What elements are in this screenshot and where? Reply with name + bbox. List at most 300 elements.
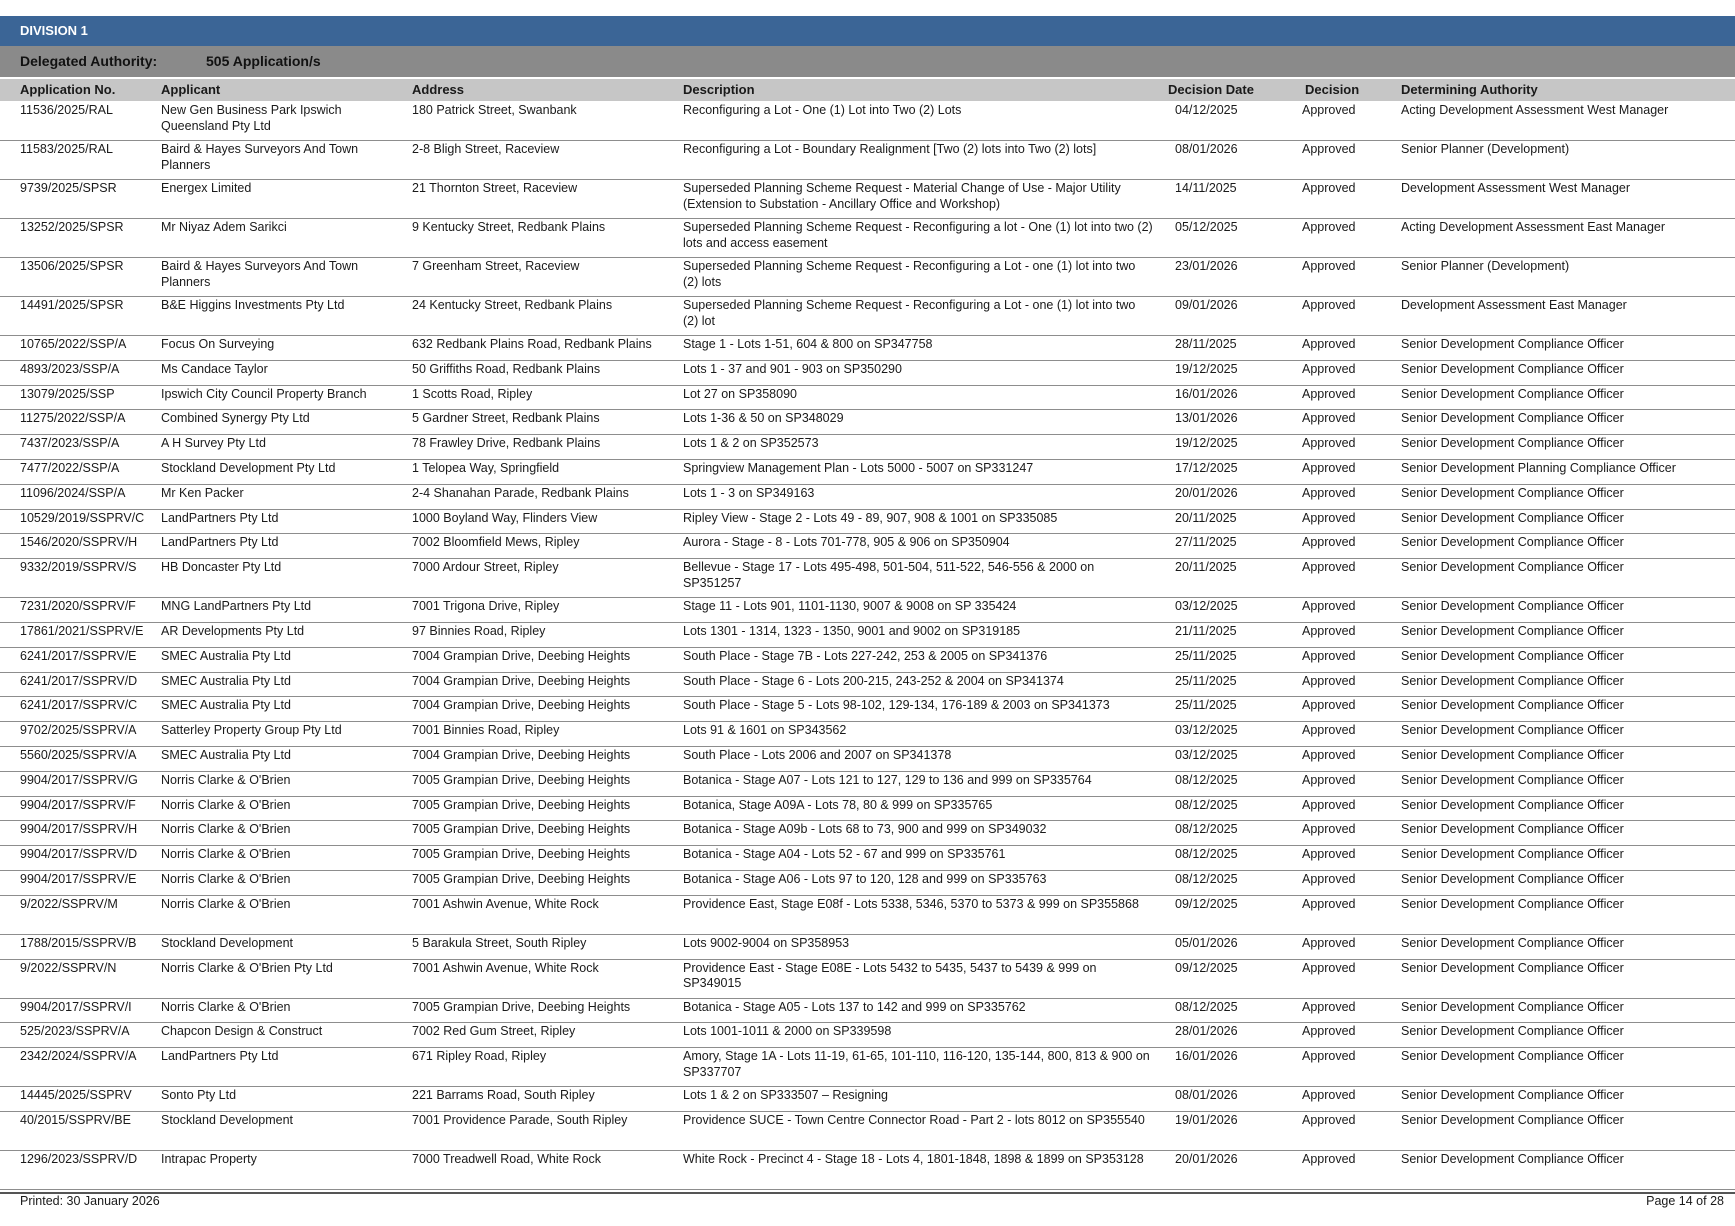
cell-decision: Approved bbox=[1302, 772, 1356, 787]
cell-description: Botanica - Stage A07 - Lots 121 to 127, 129 to 136 and 999 on SP335764 bbox=[683, 772, 1092, 787]
cell-determining-authority: Senior Development Compliance Officer bbox=[1401, 436, 1624, 451]
cell-address: 7001 Ashwin Avenue, White Rock bbox=[412, 896, 599, 911]
cell-applicant: Combined Synergy Pty Ltd bbox=[161, 411, 310, 426]
table-row bbox=[0, 410, 1735, 435]
table-row bbox=[0, 896, 1735, 935]
cell-app-no: 9904/2017/SSPRV/D bbox=[20, 847, 138, 862]
cell-app-no: 14445/2025/SSPRV bbox=[20, 1088, 132, 1103]
cell-applicant: SMEC Australia Pty Ltd bbox=[161, 747, 291, 762]
cell-decision: Approved bbox=[1302, 797, 1356, 812]
cell-determining-authority: Senior Development Compliance Officer bbox=[1401, 623, 1624, 638]
table-row bbox=[0, 460, 1735, 485]
cell-address: 7005 Grampian Drive, Deebing Heights bbox=[412, 999, 631, 1014]
cell-app-no: 10529/2019/SSPRV/C bbox=[20, 510, 145, 525]
cell-description: Bellevue - Stage 17 - Lots 495-498, 501-504, 511-522, 546-556 & 2000 on SP351257 bbox=[683, 560, 1095, 590]
cell-applicant: LandPartners Pty Ltd bbox=[161, 1049, 279, 1064]
cell-address: 1000 Boyland Way, Flinders View bbox=[412, 510, 598, 525]
cell-determining-authority: Senior Planner (Development) bbox=[1401, 142, 1570, 156]
cell-address: 97 Binnies Road, Ripley bbox=[412, 623, 546, 638]
cell-app-no: 9904/2017/SSPRV/H bbox=[20, 822, 138, 837]
column-header-description: Description bbox=[683, 82, 755, 97]
cell-determining-authority: Senior Development Compliance Officer bbox=[1401, 772, 1624, 787]
cell-decision-date: 16/01/2026 bbox=[1175, 386, 1238, 401]
cell-app-no: 11096/2024/SSP/A bbox=[20, 485, 126, 500]
cell-decision: Approved bbox=[1302, 259, 1356, 273]
table-row bbox=[0, 336, 1735, 361]
cell-decision-date: 05/12/2025 bbox=[1175, 220, 1238, 234]
cell-applicant: Mr Niyaz Adem Sarikci bbox=[161, 220, 287, 234]
cell-description: Superseded Planning Scheme Request - Reconfiguring a lot - One (1) lot into two (2) lots and access easement bbox=[683, 220, 1153, 250]
authority-header bbox=[0, 46, 1735, 77]
cell-address: 24 Kentucky Street, Redbank Plains bbox=[412, 298, 613, 312]
cell-applicant: Norris Clarke & O'Brien Pty Ltd bbox=[161, 960, 333, 975]
cell-decision-date: 14/11/2025 bbox=[1175, 181, 1237, 195]
cell-description: Botanica - Stage A05 - Lots 137 to 142 and 999 on SP335762 bbox=[683, 999, 1026, 1014]
cell-decision: Approved bbox=[1302, 673, 1356, 688]
cell-description: Providence East - Stage E08E - Lots 5432 to 5435, 5437 to 5439 & 999 on SP349015 bbox=[683, 960, 1097, 991]
cell-decision-date: 09/01/2026 bbox=[1175, 298, 1238, 312]
cell-decision: Approved bbox=[1302, 460, 1356, 475]
cell-address: 7005 Grampian Drive, Deebing Heights bbox=[412, 797, 631, 812]
cell-description: Lots 1301 - 1314, 1323 - 1350, 9001 and 9002 on SP319185 bbox=[683, 623, 1021, 638]
cell-decision: Approved bbox=[1302, 1024, 1356, 1039]
table-row bbox=[0, 559, 1735, 598]
cell-address: 2-4 Shanahan Parade, Redbank Plains bbox=[412, 485, 629, 500]
cell-app-no: 13506/2025/SPSR bbox=[20, 259, 124, 273]
cell-address: 7001 Binnies Road, Ripley bbox=[412, 723, 560, 738]
cell-app-no: 1296/2023/SSPRV/D bbox=[20, 1151, 138, 1166]
cell-description: Stage 1 - Lots 1-51, 604 & 800 on SP347758 bbox=[683, 337, 933, 351]
cell-determining-authority: Senior Development Compliance Officer bbox=[1401, 411, 1624, 426]
cell-decision-date: 05/01/2026 bbox=[1175, 935, 1238, 950]
cell-app-no: 9/2022/SSPRV/N bbox=[20, 960, 117, 975]
table-row bbox=[0, 1087, 1735, 1112]
cell-applicant: SMEC Australia Pty Ltd bbox=[161, 673, 291, 688]
cell-address: 7005 Grampian Drive, Deebing Heights bbox=[412, 772, 631, 787]
cell-decision: Approved bbox=[1302, 599, 1356, 614]
cell-description: Lots 1-36 & 50 on SP348029 bbox=[683, 411, 844, 426]
column-header-determining-authority: Determining Authority bbox=[1401, 82, 1538, 97]
cell-address: 78 Frawley Drive, Redbank Plains bbox=[412, 436, 601, 451]
cell-description: Botanica - Stage A06 - Lots 97 to 120, 128 and 999 on SP335763 bbox=[683, 871, 1047, 886]
cell-description: Lots 1001-1011 & 2000 on SP339598 bbox=[683, 1024, 892, 1039]
cell-decision-date: 25/11/2025 bbox=[1175, 698, 1237, 713]
authority-label: Delegated Authority: bbox=[20, 53, 158, 69]
cell-decision-date: 20/01/2026 bbox=[1175, 485, 1238, 500]
cell-determining-authority: Senior Development Compliance Officer bbox=[1401, 337, 1624, 351]
table-row bbox=[0, 180, 1735, 219]
cell-decision: Approved bbox=[1302, 181, 1356, 195]
cell-app-no: 9702/2025/SSPRV/A bbox=[20, 723, 137, 738]
table-row bbox=[0, 935, 1735, 960]
cell-app-no: 9904/2017/SSPRV/I bbox=[20, 999, 132, 1014]
cell-applicant: Energex Limited bbox=[161, 181, 252, 195]
applications-table bbox=[0, 102, 1735, 1190]
cell-applicant: Stockland Development bbox=[161, 1112, 294, 1127]
cell-app-no: 4893/2023/SSP/A bbox=[20, 361, 120, 376]
cell-decision: Approved bbox=[1302, 648, 1356, 663]
cell-applicant: Baird & Hayes Surveyors And Town Planners bbox=[161, 259, 359, 289]
cell-description: Botanica - Stage A09b - Lots 68 to 73, 900 and 999 on SP349032 bbox=[683, 822, 1047, 837]
page-number: Page 14 of 28 bbox=[1646, 1194, 1724, 1208]
cell-description: Superseded Planning Scheme Request - Reconfiguring a Lot - one (1) lot into two (2) lot bbox=[683, 298, 1136, 328]
cell-determining-authority: Acting Development Assessment West Manager bbox=[1401, 103, 1669, 117]
cell-address: 50 Griffiths Road, Redbank Plains bbox=[412, 361, 601, 376]
cell-determining-authority: Senior Planner (Development) bbox=[1401, 259, 1570, 273]
cell-decision: Approved bbox=[1302, 298, 1356, 312]
cell-determining-authority: Senior Development Compliance Officer bbox=[1401, 510, 1624, 525]
cell-address: 7005 Grampian Drive, Deebing Heights bbox=[412, 847, 631, 862]
cell-determining-authority: Senior Development Compliance Officer bbox=[1401, 535, 1624, 550]
cell-applicant: Norris Clarke & O'Brien bbox=[161, 871, 291, 886]
cell-decision: Approved bbox=[1302, 361, 1356, 376]
cell-decision: Approved bbox=[1302, 847, 1356, 862]
cell-address: 7004 Grampian Drive, Deebing Heights bbox=[412, 673, 631, 688]
cell-app-no: 1546/2020/SSPRV/H bbox=[20, 535, 138, 550]
table-row bbox=[0, 1023, 1735, 1048]
cell-applicant: HB Doncaster Pty Ltd bbox=[161, 560, 282, 575]
cell-determining-authority: Senior Development Compliance Officer bbox=[1401, 1024, 1624, 1039]
cell-decision: Approved bbox=[1302, 623, 1356, 638]
cell-decision-date: 08/12/2025 bbox=[1175, 871, 1238, 886]
cell-decision: Approved bbox=[1302, 436, 1356, 451]
cell-decision: Approved bbox=[1302, 411, 1356, 426]
cell-determining-authority: Senior Development Compliance Officer bbox=[1401, 999, 1624, 1014]
cell-decision-date: 28/01/2026 bbox=[1175, 1024, 1238, 1039]
table-row bbox=[0, 697, 1735, 722]
cell-decision: Approved bbox=[1302, 1088, 1356, 1103]
cell-app-no: 9904/2017/SSPRV/G bbox=[20, 772, 138, 787]
cell-applicant: Stockland Development Pty Ltd bbox=[161, 460, 336, 475]
cell-applicant: Stockland Development bbox=[161, 935, 294, 950]
cell-determining-authority: Senior Development Compliance Officer bbox=[1401, 747, 1624, 762]
cell-app-no: 9/2022/SSPRV/M bbox=[20, 896, 118, 911]
cell-address: 1 Telopea Way, Springfield bbox=[412, 460, 560, 475]
table-row bbox=[0, 258, 1735, 297]
table-row bbox=[0, 435, 1735, 460]
cell-app-no: 14491/2025/SPSR bbox=[20, 298, 124, 312]
table-row bbox=[0, 673, 1735, 698]
cell-app-no: 10765/2022/SSP/A bbox=[20, 337, 127, 351]
cell-determining-authority: Senior Development Planning Compliance Officer bbox=[1401, 460, 1676, 475]
cell-decision-date: 21/11/2025 bbox=[1175, 623, 1237, 638]
cell-address: 7000 Treadwell Road, White Rock bbox=[412, 1151, 601, 1166]
cell-decision-date: 25/11/2025 bbox=[1175, 648, 1237, 663]
table-row bbox=[0, 747, 1735, 772]
table-row bbox=[0, 361, 1735, 386]
cell-decision-date: 08/12/2025 bbox=[1175, 999, 1238, 1014]
cell-determining-authority: Senior Development Compliance Officer bbox=[1401, 1112, 1624, 1127]
table-row bbox=[0, 871, 1735, 896]
cell-description: Providence East, Stage E08f - Lots 5338, 5346, 5370 to 5373 & 999 on SP355868 bbox=[683, 896, 1139, 911]
cell-app-no: 9739/2025/SPSR bbox=[20, 181, 117, 195]
cell-address: 7005 Grampian Drive, Deebing Heights bbox=[412, 871, 631, 886]
cell-description: Lots 1 - 37 and 901 - 903 on SP350290 bbox=[683, 361, 902, 376]
cell-applicant: Mr Ken Packer bbox=[161, 485, 244, 500]
table-row bbox=[0, 772, 1735, 797]
cell-applicant: Norris Clarke & O'Brien bbox=[161, 999, 291, 1014]
cell-description: Ripley View - Stage 2 - Lots 49 - 89, 907, 908 & 1001 on SP335085 bbox=[683, 510, 1058, 525]
cell-description: South Place - Stage 6 - Lots 200-215, 243-252 & 2004 on SP341374 bbox=[683, 673, 1064, 688]
cell-description: Reconfiguring a Lot - Boundary Realignment [Two (2) lots into Two (2) lots] bbox=[683, 142, 1097, 156]
cell-description: Lots 91 & 1601 on SP343562 bbox=[683, 723, 847, 738]
cell-description: Aurora - Stage - 8 - Lots 701-778, 905 & 906 on SP350904 bbox=[683, 535, 1010, 550]
cell-decision-date: 08/12/2025 bbox=[1175, 772, 1238, 787]
cell-decision-date: 08/01/2026 bbox=[1175, 142, 1238, 156]
cell-applicant: SMEC Australia Pty Ltd bbox=[161, 698, 291, 713]
cell-address: 5 Barakula Street, South Ripley bbox=[412, 935, 587, 950]
cell-decision-date: 20/01/2026 bbox=[1175, 1151, 1238, 1166]
cell-determining-authority: Senior Development Compliance Officer bbox=[1401, 871, 1624, 886]
cell-decision: Approved bbox=[1302, 535, 1356, 550]
cell-description: Lots 9002-9004 on SP358953 bbox=[683, 935, 850, 950]
division-header: DIVISION 1 bbox=[0, 16, 1735, 46]
cell-address: 7004 Grampian Drive, Deebing Heights bbox=[412, 747, 631, 762]
cell-description: White Rock - Precinct 4 - Stage 18 - Lots 4, 1801-1848, 1898 & 1899 on SP353128 bbox=[683, 1151, 1144, 1166]
table-row bbox=[0, 534, 1735, 559]
cell-decision: Approved bbox=[1302, 935, 1356, 950]
cell-determining-authority: Senior Development Compliance Officer bbox=[1401, 797, 1624, 812]
cell-decision: Approved bbox=[1302, 1049, 1356, 1064]
table-header bbox=[0, 79, 1735, 101]
cell-decision: Approved bbox=[1302, 142, 1356, 156]
cell-decision-date: 03/12/2025 bbox=[1175, 723, 1238, 738]
cell-decision-date: 19/12/2025 bbox=[1175, 436, 1238, 451]
cell-decision: Approved bbox=[1302, 747, 1356, 762]
cell-description: Lots 1 - 3 on SP349163 bbox=[683, 485, 815, 500]
cell-app-no: 7477/2022/SSP/A bbox=[20, 460, 120, 475]
cell-decision-date: 27/11/2025 bbox=[1175, 535, 1237, 550]
cell-decision-date: 03/12/2025 bbox=[1175, 747, 1238, 762]
column-header-applicant: Applicant bbox=[161, 82, 221, 97]
cell-decision: Approved bbox=[1302, 822, 1356, 837]
table-row bbox=[0, 821, 1735, 846]
cell-decision: Approved bbox=[1302, 337, 1356, 351]
cell-address: 7002 Bloomfield Mews, Ripley bbox=[412, 535, 580, 550]
table-row bbox=[0, 102, 1735, 141]
cell-decision-date: 08/12/2025 bbox=[1175, 822, 1238, 837]
cell-decision-date: 04/12/2025 bbox=[1175, 103, 1238, 117]
table-row bbox=[0, 141, 1735, 180]
cell-app-no: 13079/2025/SSP bbox=[20, 386, 115, 401]
cell-determining-authority: Senior Development Compliance Officer bbox=[1401, 361, 1624, 376]
table-row bbox=[0, 623, 1735, 648]
cell-description: Stage 11 - Lots 901, 1101-1130, 9007 & 9008 on SP 335424 bbox=[683, 599, 1017, 614]
cell-determining-authority: Senior Development Compliance Officer bbox=[1401, 1049, 1624, 1064]
application-count: 505 Application/s bbox=[206, 53, 321, 69]
cell-decision: Approved bbox=[1302, 103, 1356, 117]
cell-decision-date: 13/01/2026 bbox=[1175, 411, 1238, 426]
column-header-decision: Decision bbox=[1305, 82, 1360, 97]
cell-decision: Approved bbox=[1302, 999, 1356, 1014]
cell-app-no: 9904/2017/SSPRV/F bbox=[20, 797, 136, 812]
cell-decision-date: 08/01/2026 bbox=[1175, 1088, 1238, 1103]
cell-description: Springview Management Plan - Lots 5000 - 5007 on SP331247 bbox=[683, 460, 1034, 475]
cell-decision: Approved bbox=[1302, 960, 1356, 975]
cell-decision-date: 09/12/2025 bbox=[1175, 896, 1238, 911]
cell-decision-date: 20/11/2025 bbox=[1175, 510, 1237, 525]
cell-description: Providence SUCE - Town Centre Connector Road - Part 2 - lots 8012 on SP355540 bbox=[683, 1112, 1145, 1127]
cell-app-no: 525/2023/SSPRV/A bbox=[20, 1024, 130, 1039]
cell-address: 671 Ripley Road, Ripley bbox=[412, 1049, 547, 1064]
cell-app-no: 6241/2017/SSPRV/E bbox=[20, 648, 137, 663]
cell-description: Botanica - Stage A04 - Lots 52 - 67 and 999 on SP335761 bbox=[683, 847, 1006, 862]
cell-description: Reconfiguring a Lot - One (1) Lot into Two (2) Lots bbox=[683, 103, 962, 117]
cell-address: 7005 Grampian Drive, Deebing Heights bbox=[412, 822, 631, 837]
cell-determining-authority: Senior Development Compliance Officer bbox=[1401, 847, 1624, 862]
cell-decision-date: 09/12/2025 bbox=[1175, 960, 1238, 975]
cell-app-no: 6241/2017/SSPRV/D bbox=[20, 673, 138, 688]
cell-determining-authority: Senior Development Compliance Officer bbox=[1401, 698, 1624, 713]
cell-applicant: LandPartners Pty Ltd bbox=[161, 510, 279, 525]
cell-decision-date: 16/01/2026 bbox=[1175, 1049, 1238, 1064]
cell-applicant: B&E Higgins Investments Pty Ltd bbox=[161, 298, 345, 312]
cell-app-no: 11275/2022/SSP/A bbox=[20, 411, 126, 426]
cell-determining-authority: Senior Development Compliance Officer bbox=[1401, 1151, 1624, 1166]
cell-applicant: A H Survey Pty Ltd bbox=[161, 436, 266, 451]
cell-applicant: Sonto Pty Ltd bbox=[161, 1088, 237, 1103]
cell-decision-date: 23/01/2026 bbox=[1175, 259, 1238, 273]
column-header-decision-date: Decision Date bbox=[1168, 82, 1254, 97]
cell-app-no: 11536/2025/RAL bbox=[20, 103, 113, 117]
cell-applicant: Focus On Surveying bbox=[161, 337, 275, 351]
cell-address: 180 Patrick Street, Swanbank bbox=[412, 103, 577, 117]
cell-decision-date: 08/12/2025 bbox=[1175, 797, 1238, 812]
cell-decision-date: 19/12/2025 bbox=[1175, 361, 1238, 376]
cell-app-no: 6241/2017/SSPRV/C bbox=[20, 698, 138, 713]
cell-address: 7004 Grampian Drive, Deebing Heights bbox=[412, 698, 631, 713]
cell-description: Lots 1 & 2 on SP333507 – Resigning bbox=[683, 1088, 889, 1103]
cell-applicant: Norris Clarke & O'Brien bbox=[161, 772, 291, 787]
cell-decision: Approved bbox=[1302, 485, 1356, 500]
table-row bbox=[0, 219, 1735, 258]
table-row bbox=[0, 846, 1735, 871]
cell-description: Amory, Stage 1A - Lots 11-19, 61-65, 101-110, 116-120, 135-144, 800, 813 & 900 on SP337707 bbox=[683, 1049, 1150, 1079]
cell-address: 632 Redbank Plains Road, Redbank Plains bbox=[412, 337, 652, 351]
cell-applicant: Baird & Hayes Surveyors And Town Planners bbox=[161, 142, 359, 172]
cell-address: 7004 Grampian Drive, Deebing Heights bbox=[412, 648, 631, 663]
cell-app-no: 5560/2025/SSPRV/A bbox=[20, 747, 137, 762]
cell-applicant: Norris Clarke & O'Brien bbox=[161, 896, 291, 911]
cell-applicant: MNG LandPartners Pty Ltd bbox=[161, 599, 312, 614]
cell-applicant: AR Developments Pty Ltd bbox=[161, 623, 305, 638]
cell-address: 7001 Ashwin Avenue, White Rock bbox=[412, 960, 599, 975]
cell-description: Superseded Planning Scheme Request - Material Change of Use - Major Utility (Extension to Substation - Ancillary Office and Workshop) bbox=[683, 181, 1121, 211]
table-row bbox=[0, 797, 1735, 822]
cell-decision: Approved bbox=[1302, 896, 1356, 911]
cell-determining-authority: Acting Development Assessment East Manager bbox=[1401, 220, 1666, 234]
cell-address: 221 Barrams Road, South Ripley bbox=[412, 1088, 595, 1103]
cell-app-no: 11583/2025/RAL bbox=[20, 142, 113, 156]
cell-determining-authority: Senior Development Compliance Officer bbox=[1401, 1088, 1624, 1103]
column-header-address: Address bbox=[412, 82, 465, 97]
cell-decision-date: 08/12/2025 bbox=[1175, 847, 1238, 862]
cell-decision-date: 28/11/2025 bbox=[1175, 337, 1237, 351]
cell-applicant: LandPartners Pty Ltd bbox=[161, 535, 279, 550]
cell-determining-authority: Senior Development Compliance Officer bbox=[1401, 935, 1624, 950]
cell-decision: Approved bbox=[1302, 723, 1356, 738]
table-row bbox=[0, 648, 1735, 673]
cell-address: 7002 Red Gum Street, Ripley bbox=[412, 1024, 576, 1039]
cell-description: Superseded Planning Scheme Request - Reconfiguring a Lot - one (1) lot into two (2) lots bbox=[683, 259, 1136, 289]
cell-applicant: Norris Clarke & O'Brien bbox=[161, 797, 291, 812]
cell-determining-authority: Senior Development Compliance Officer bbox=[1401, 485, 1624, 500]
table-row bbox=[0, 1112, 1735, 1151]
table-row bbox=[0, 386, 1735, 411]
table-row bbox=[0, 598, 1735, 623]
table-row bbox=[0, 960, 1735, 999]
cell-decision-date: 25/11/2025 bbox=[1175, 673, 1237, 688]
cell-app-no: 13252/2025/SPSR bbox=[20, 220, 124, 234]
footer-divider bbox=[0, 1192, 1735, 1194]
cell-address: 9 Kentucky Street, Redbank Plains bbox=[412, 220, 606, 234]
cell-description: Botanica, Stage A09A - Lots 78, 80 & 999 on SP335765 bbox=[683, 797, 993, 812]
cell-address: 2-8 Bligh Street, Raceview bbox=[412, 142, 560, 156]
cell-app-no: 7437/2023/SSP/A bbox=[20, 436, 120, 451]
cell-determining-authority: Development Assessment West Manager bbox=[1401, 181, 1631, 195]
table-row bbox=[0, 722, 1735, 747]
table-row bbox=[0, 297, 1735, 336]
cell-decision-date: 20/11/2025 bbox=[1175, 560, 1237, 575]
printed-date: Printed: 30 January 2026 bbox=[20, 1194, 160, 1208]
cell-applicant: New Gen Business Park Ipswich Queensland Pty Ltd bbox=[161, 103, 342, 133]
table-row bbox=[0, 999, 1735, 1024]
cell-decision: Approved bbox=[1302, 386, 1356, 401]
cell-determining-authority: Senior Development Compliance Officer bbox=[1401, 386, 1624, 401]
cell-app-no: 9332/2019/SSPRV/S bbox=[20, 560, 137, 575]
table-row bbox=[0, 485, 1735, 510]
cell-app-no: 7231/2020/SSPRV/F bbox=[20, 599, 136, 614]
cell-address: 21 Thornton Street, Raceview bbox=[412, 181, 578, 195]
cell-determining-authority: Senior Development Compliance Officer bbox=[1401, 648, 1624, 663]
cell-applicant: Ms Candace Taylor bbox=[161, 361, 268, 376]
cell-determining-authority: Senior Development Compliance Officer bbox=[1401, 896, 1624, 911]
cell-determining-authority: Senior Development Compliance Officer bbox=[1401, 673, 1624, 688]
column-header-app-no: Application No. bbox=[20, 82, 116, 97]
cell-description: South Place - Stage 5 - Lots 98-102, 129-134, 176-189 & 2003 on SP341373 bbox=[683, 698, 1110, 713]
cell-applicant: Intrapac Property bbox=[161, 1151, 257, 1166]
cell-decision: Approved bbox=[1302, 871, 1356, 886]
cell-address: 7001 Trigona Drive, Ripley bbox=[412, 599, 560, 614]
table-row bbox=[0, 510, 1735, 535]
cell-applicant: Norris Clarke & O'Brien bbox=[161, 847, 291, 862]
cell-applicant: SMEC Australia Pty Ltd bbox=[161, 648, 291, 663]
cell-applicant: Satterley Property Group Pty Ltd bbox=[161, 723, 342, 738]
cell-determining-authority: Senior Development Compliance Officer bbox=[1401, 960, 1624, 975]
cell-applicant: Norris Clarke & O'Brien bbox=[161, 822, 291, 837]
cell-description: South Place - Lots 2006 and 2007 on SP341378 bbox=[683, 747, 952, 762]
table-row bbox=[0, 1048, 1735, 1087]
cell-address: 1 Scotts Road, Ripley bbox=[412, 386, 533, 401]
cell-app-no: 9904/2017/SSPRV/E bbox=[20, 871, 137, 886]
cell-address: 5 Gardner Street, Redbank Plains bbox=[412, 411, 600, 426]
cell-address: 7001 Providence Parade, South Ripley bbox=[412, 1112, 628, 1127]
cell-decision: Approved bbox=[1302, 510, 1356, 525]
cell-decision: Approved bbox=[1302, 698, 1356, 713]
cell-determining-authority: Senior Development Compliance Officer bbox=[1401, 560, 1624, 575]
cell-app-no: 2342/2024/SSPRV/A bbox=[20, 1049, 137, 1064]
cell-description: South Place - Stage 7B - Lots 227-242, 253 & 2005 on SP341376 bbox=[683, 648, 1048, 663]
cell-description: Lots 1 & 2 on SP352573 bbox=[683, 436, 819, 451]
cell-app-no: 1788/2015/SSPRV/B bbox=[20, 935, 137, 950]
cell-determining-authority: Senior Development Compliance Officer bbox=[1401, 599, 1624, 614]
cell-decision-date: 03/12/2025 bbox=[1175, 599, 1238, 614]
cell-applicant: Ipswich City Council Property Branch bbox=[161, 386, 367, 401]
table-row bbox=[0, 1151, 1735, 1190]
cell-determining-authority: Development Assessment East Manager bbox=[1401, 298, 1627, 312]
cell-address: 7 Greenham Street, Raceview bbox=[412, 259, 580, 273]
cell-app-no: 40/2015/SSPRV/BE bbox=[20, 1112, 131, 1127]
